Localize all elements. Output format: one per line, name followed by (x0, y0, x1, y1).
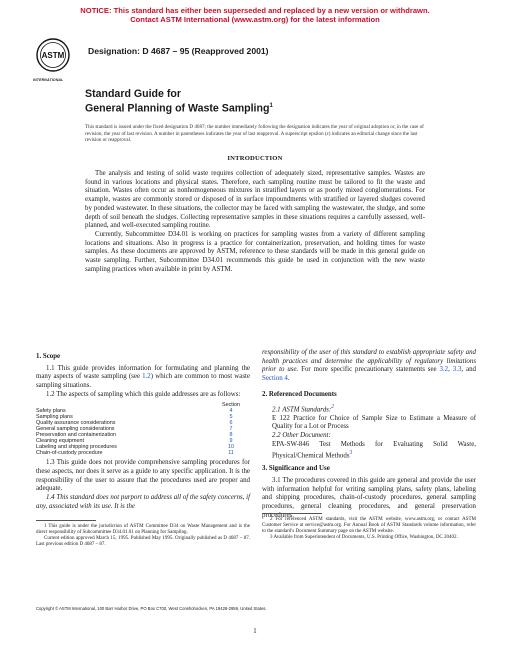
link-1-2[interactable]: 1.2 (142, 373, 151, 381)
footnote-2-marker[interactable]: 2 (331, 403, 335, 410)
link-3-2[interactable]: 3.2 (439, 366, 449, 374)
section-link[interactable]: 6 (229, 419, 233, 426)
table-row: Cleaning equipment 9 (36, 438, 250, 444)
astm-logo-icon (36, 38, 70, 78)
section-link[interactable]: 11 (228, 450, 234, 457)
footnote-rule-right (262, 513, 322, 514)
aspects-table (36, 402, 250, 457)
notice-line-1: NOTICE: This standard has either been superseded and replaced by a new version or withdrawn. (80, 6, 430, 15)
introduction-heading: INTRODUCTION (227, 155, 283, 162)
section-link[interactable]: 5 (229, 413, 233, 420)
scope-1-2: 1.2 The aspects of sampling which this guide addresses are as follows: (46, 390, 241, 398)
scope-heading: 1. Scope (36, 353, 61, 360)
left-column (36, 349, 250, 512)
footnotes-right (262, 517, 476, 541)
logo-subtitle: INTERNATIONAL (33, 78, 64, 82)
significance-3-1: 3.1 The procedures covered in this guide are general and provide the user with information helpful for writing sampling plans, safety plans, labeling and shipping procedures, chain-of-custody procedures, general sampling procedures, general cleaning procedures, and general preservation procedures. (262, 477, 476, 519)
link-section-4[interactable]: Section 4 (262, 375, 288, 383)
title-line-1: Standard Guide for (85, 88, 181, 100)
table-row: Preservation and containerization 8 (36, 432, 250, 438)
supersede-notice (0, 6, 510, 24)
standard-note: This standard is issued under the fixed designation D 4687; the number immediately following the designation indicates the year of original adoption or, in the case of revision, the year of last revision. A number in parentheses indicates the year of last reapproval. A superscript epsilon (ε) indicates an editorial change since the last revision or reapproval. (85, 124, 424, 144)
scope-1-4-continued: responsibility of the user of this standard to establish appropriate safety and health practices and determine the applicability of regulatory limitations prior to use. For more specific precautionary statements see 3.2, 3.3, and Section 4. (262, 349, 476, 383)
table-row: Chain-of-custody procedure 11 (36, 450, 250, 456)
scope-1-4: 1.4 This standard does not purport to address all of the safety concerns, if any, associated with its use. It is the (36, 494, 250, 510)
references-heading: 2. Referenced Documents (262, 390, 337, 398)
footnote-2: 2 For referenced ASTM standards, visit the ASTM website, www.astm.org, or contact ASTM Customer Service at service@astm.org. For Annual Book of ASTM Standards volume information, refer to the standard's Document Summary page on the ASTM website. (262, 517, 476, 535)
footnote-1-edition: Current edition approved March 15, 1995. Published May 1995. Originally published as D 4687 – 87. Last previous edition D 4687 – 87. (36, 536, 250, 548)
notice-line-2: Contact ASTM International (www.astm.org) for the latest information (130, 15, 380, 25)
table-row: Safety plans 4 (36, 408, 250, 414)
copyright: Copyright © ASTM International, 100 Barr Harbor Drive, PO Box C700, West Conshohocken, PA 19428-2959, United States. (36, 606, 267, 611)
title-footnote-marker: 1 (269, 103, 273, 109)
table-row: Sampling plans 5 (36, 414, 250, 420)
ref-other-document: 2.2 Other Document: (272, 431, 331, 439)
intro-paragraph-2: Currently, Subcommittee D34.01 is working on practices for sampling wastes from a variety of different sampling locations and situations. Also in progress is a practice for containerization, preservation, and holding times for waste samples. As these documents are approved by ASTM, reference to these standards will be made in this general guide on waste sampling. Further, Subcommittee D34.01 recommends this guide be used in conjunction with the new waste sampling practices when available in print by ASTM. (85, 230, 425, 273)
right-column (262, 349, 476, 521)
ref-epa-sw-846: EPA-SW-846 Test Methods for Evaluating Solid Waste, Physical/Chemical Methods$^3$ (272, 440, 476, 460)
title-line-2: General Planning of Waste Sampling (85, 102, 270, 115)
ref-astm-standards: 2.1 ASTM Standards:$^2$ (272, 403, 335, 413)
logo-text: ASTM (41, 51, 65, 60)
table-row: General sampling considerations 7 (36, 426, 250, 432)
section-link[interactable]: 8 (229, 431, 233, 438)
footnote-1: 1 This guide is under the jurisdiction of ASTM Committee D34 on Waste Management and is the direct responsibility of Subcommittee D34.01.01 on Planning for Sampling. (36, 524, 250, 536)
intro-paragraph-1: The analysis and testing of solid waste requires collection of adequately sized, representative samples. Wastes are found in various locations and physical states. Therefore, each sampling routine must be tailored to fit the waste and situation. Wastes often occur as nonhomogeneous mixtures in stratified layers or as poorly mixed conglomerations. For example, wastes are commonly stored or disposed of in surface impoundments with stratified or layered sludges covered by ponded wastewater. In these situations, the collector may be faced with sampling the wastewater, the sludge, and some depth of soil beneath the sludges. Collecting representative samples in these situations requires a carefully assessed, well-planned, and well-executed sampling routine. (85, 170, 425, 230)
section-link[interactable]: 4 (229, 407, 233, 414)
link-3-3[interactable]: 3.3 (452, 366, 462, 374)
footnote-3-marker[interactable]: 3 (349, 450, 353, 457)
designation: Designation: D 4687 – 95 (Reapproved 2001) (88, 46, 269, 56)
scope-1-1: 1.1 This guide provides information for formulating and planning the many aspects of waste sampling (see 1.2) which are common to most waste sampling situations. (36, 364, 250, 390)
table-header-section: Section (222, 401, 240, 408)
table-row: Labeling and shipping procedures 10 (36, 444, 250, 450)
section-link[interactable]: 10 (228, 444, 234, 451)
document-title (85, 88, 273, 115)
introduction (85, 170, 425, 274)
footnote-rule-left (36, 520, 96, 521)
significance-heading: 3. Significance and Use (262, 465, 330, 473)
footnotes-left (36, 524, 250, 548)
ref-e122: E 122 Practice for Choice of Sample Size to Estimate a Measure of Quality for a Lot or Process (272, 414, 476, 431)
scope-1-3: 1.3 This guide does not provide comprehensive sampling procedures for these aspects, nor does it serve as a guide to any specific application. It is the responsibility of the user to assure that the procedures used are proper and adequate. (36, 459, 250, 493)
footnote-3: 3 Available from Superintendent of Documents, U.S. Printing Office, Washington, DC 20402. (270, 535, 458, 541)
page-number: 1 (253, 628, 257, 635)
section-link[interactable]: 9 (229, 438, 233, 445)
references-list (262, 403, 476, 462)
section-link[interactable]: 7 (229, 425, 233, 432)
table-row: Quality assurance considerations 6 (36, 420, 250, 426)
